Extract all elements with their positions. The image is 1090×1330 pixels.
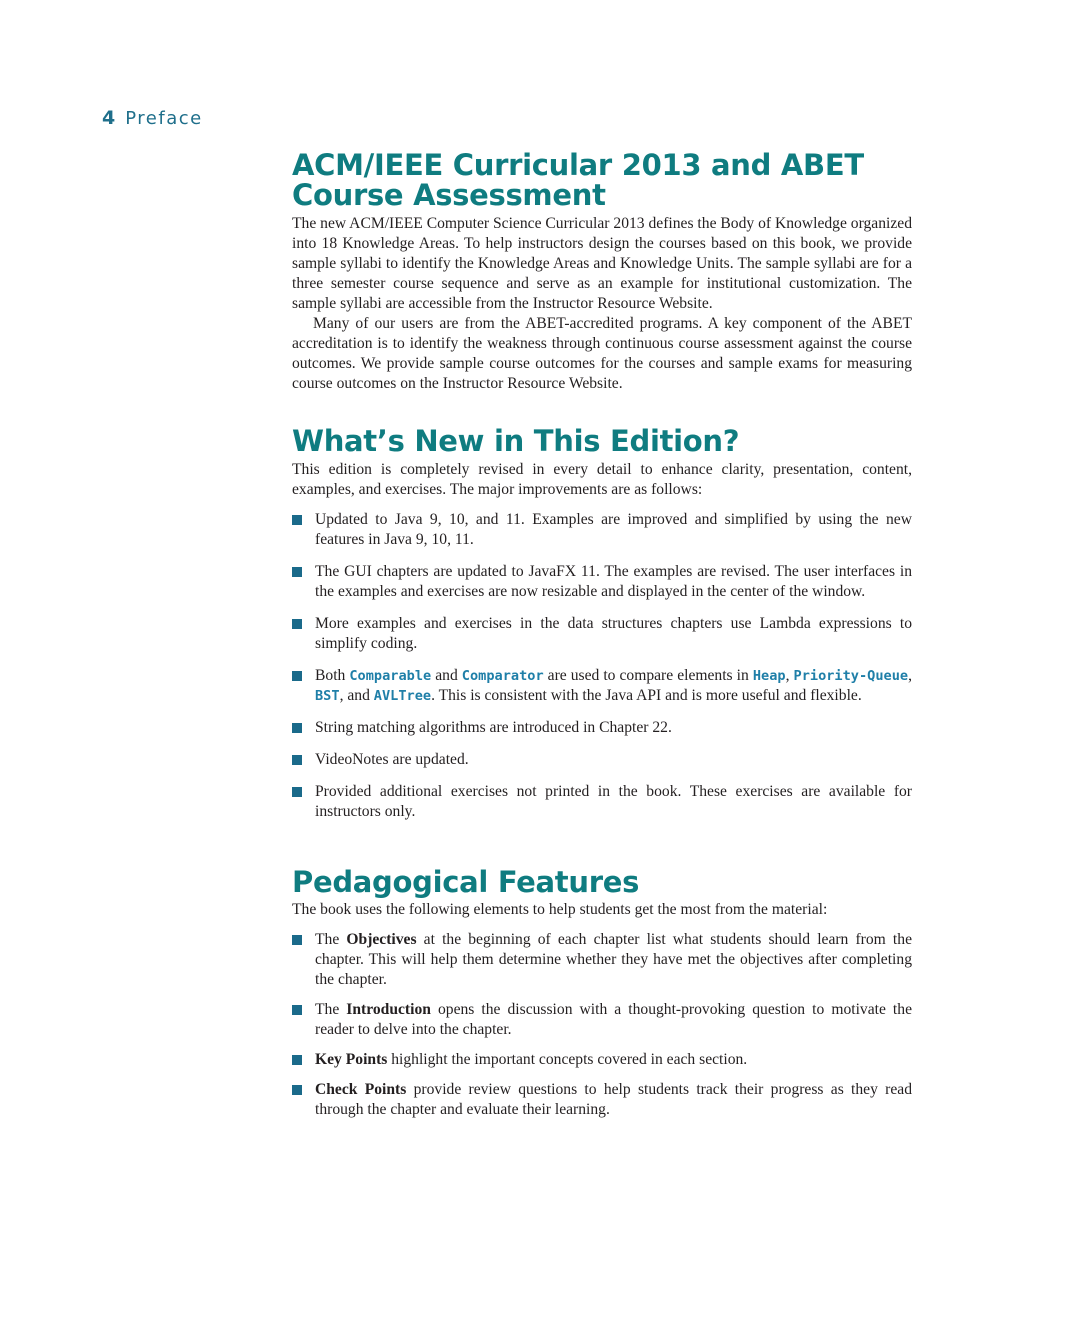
text-run: are used to compare elements in (543, 667, 753, 684)
text-run: opens the discussion with a thought-provoking question to motivate the reader to delve into the chapter. (315, 1001, 912, 1038)
square-bullet-icon (292, 1085, 302, 1095)
chapter-title: Preface (125, 108, 203, 129)
list-item-text: More examples and exercises in the data structures chapters use Lambda expressions to simplify coding. (315, 615, 912, 652)
list-item-text (315, 1081, 912, 1118)
square-bullet-icon (292, 935, 302, 945)
code-comparable: Comparable (349, 668, 432, 684)
list-item-text: The GUI chapters are updated to JavaFX 11. The examples are revised. The user interfaces in the examples and exercises are now resizable and displayed in the center of the window. (315, 563, 912, 600)
text-run: The (315, 931, 347, 948)
list-item-text: Updated to Java 9, 10, and 11. Examples are improved and simplified by using the new features in Java 9, 10, 11. (315, 511, 912, 548)
square-bullet-icon (292, 515, 302, 525)
list-item (292, 510, 912, 550)
list-item (292, 562, 912, 602)
feature-term: Introduction (346, 1001, 431, 1018)
text-run: , and (339, 687, 374, 704)
acm-section-heading (292, 150, 912, 210)
text-run: Both (315, 667, 350, 684)
list-item (292, 1000, 912, 1040)
square-bullet-icon (292, 1005, 302, 1015)
list-item (292, 1080, 912, 1120)
square-bullet-icon (292, 1055, 302, 1065)
list-item (292, 782, 912, 822)
text-run: , (785, 667, 794, 684)
list-item (292, 666, 912, 706)
text-run: highlight the important concepts covered in each section. (387, 1051, 748, 1068)
code-bst: BST (315, 688, 340, 704)
square-bullet-icon (292, 671, 302, 681)
list-item-text (315, 931, 912, 988)
square-bullet-icon (292, 619, 302, 629)
list-item-text (315, 1051, 747, 1068)
list-item (292, 1050, 912, 1070)
code-comparator: Comparator (461, 668, 544, 684)
list-item-text (315, 667, 912, 704)
acm-heading-line1: ACM/IEEE Curricular 2013 and ABET (292, 148, 864, 182)
whats-new-heading: What’s New in This Edition? (292, 424, 740, 458)
text-run: and (431, 667, 462, 684)
list-item-text: Provided additional exercises not printed in the book. These exercises are available for instructors only. (315, 783, 912, 820)
page-content (292, 150, 912, 1120)
feature-term: Objectives (346, 931, 417, 948)
square-bullet-icon (292, 567, 302, 577)
pedagogical-intro: The book uses the following elements to help students get the most from the material: (292, 901, 828, 918)
whats-new-list (292, 510, 912, 822)
text-run: The (315, 1001, 347, 1018)
text-run: provide review questions to help students track their progress as they read through the chapter and evaluate their learning. (315, 1081, 913, 1118)
list-item (292, 718, 912, 738)
acm-ieee-section (292, 150, 912, 394)
pedagogical-heading: Pedagogical Features (292, 865, 640, 899)
text-run: , (908, 667, 912, 684)
whats-new-section (292, 426, 912, 822)
list-item (292, 930, 912, 990)
page-number: 4 (102, 107, 116, 129)
square-bullet-icon (292, 755, 302, 765)
code-priority-queue: Priority-Queue (793, 668, 909, 684)
pedagogical-features-section (292, 867, 912, 1120)
list-item-text: String matching algorithms are introduced in Chapter 22. (315, 719, 672, 736)
square-bullet-icon (292, 723, 302, 733)
code-avltree: AVLTree (373, 688, 432, 704)
list-item-text (315, 1001, 912, 1038)
list-item (292, 750, 912, 770)
running-head (102, 104, 203, 133)
list-item-text: VideoNotes are updated. (315, 751, 469, 768)
acm-heading-line2: Course Assessment (292, 178, 606, 212)
text-run: at the beginning of each chapter list what students should learn from the chapter. This will help them determine whether they have met the objectives after completing the chapter. (315, 931, 912, 988)
acm-paragraph-1: The new ACM/IEEE Computer Science Curricular 2013 defines the Body of Knowledge organized into 18 Knowledge Areas. To help instructors design the courses based on this book, we provide sample syllabi to identify the Knowledge Areas and Knowledge Units. The sample syllabi are for a three semester course sequence and serve as an example for institutional customization. The sample syllabi are accessible from the Instructor Resource Website. (292, 215, 912, 312)
list-item (292, 614, 912, 654)
whats-new-intro: This edition is completely revised in every detail to enhance clarity, presentation, content, examples, and exercises. The major improvements are as follows: (292, 461, 912, 498)
square-bullet-icon (292, 787, 302, 797)
acm-paragraph-2: Many of our users are from the ABET-accredited programs. A key component of the ABET accreditation is to identify the weakness through continuous course assessment against the course outcomes. We provide sample course outcomes for the courses and sample exams for measuring course outcomes on the Instructor Resource Website. (292, 315, 912, 392)
text-run: . This is consistent with the Java API and is more useful and flexible. (431, 687, 862, 704)
pedagogical-list (292, 930, 912, 1120)
feature-term: Check Points (315, 1081, 407, 1098)
feature-term: Key Points (315, 1051, 388, 1068)
code-heap: Heap (752, 668, 786, 684)
